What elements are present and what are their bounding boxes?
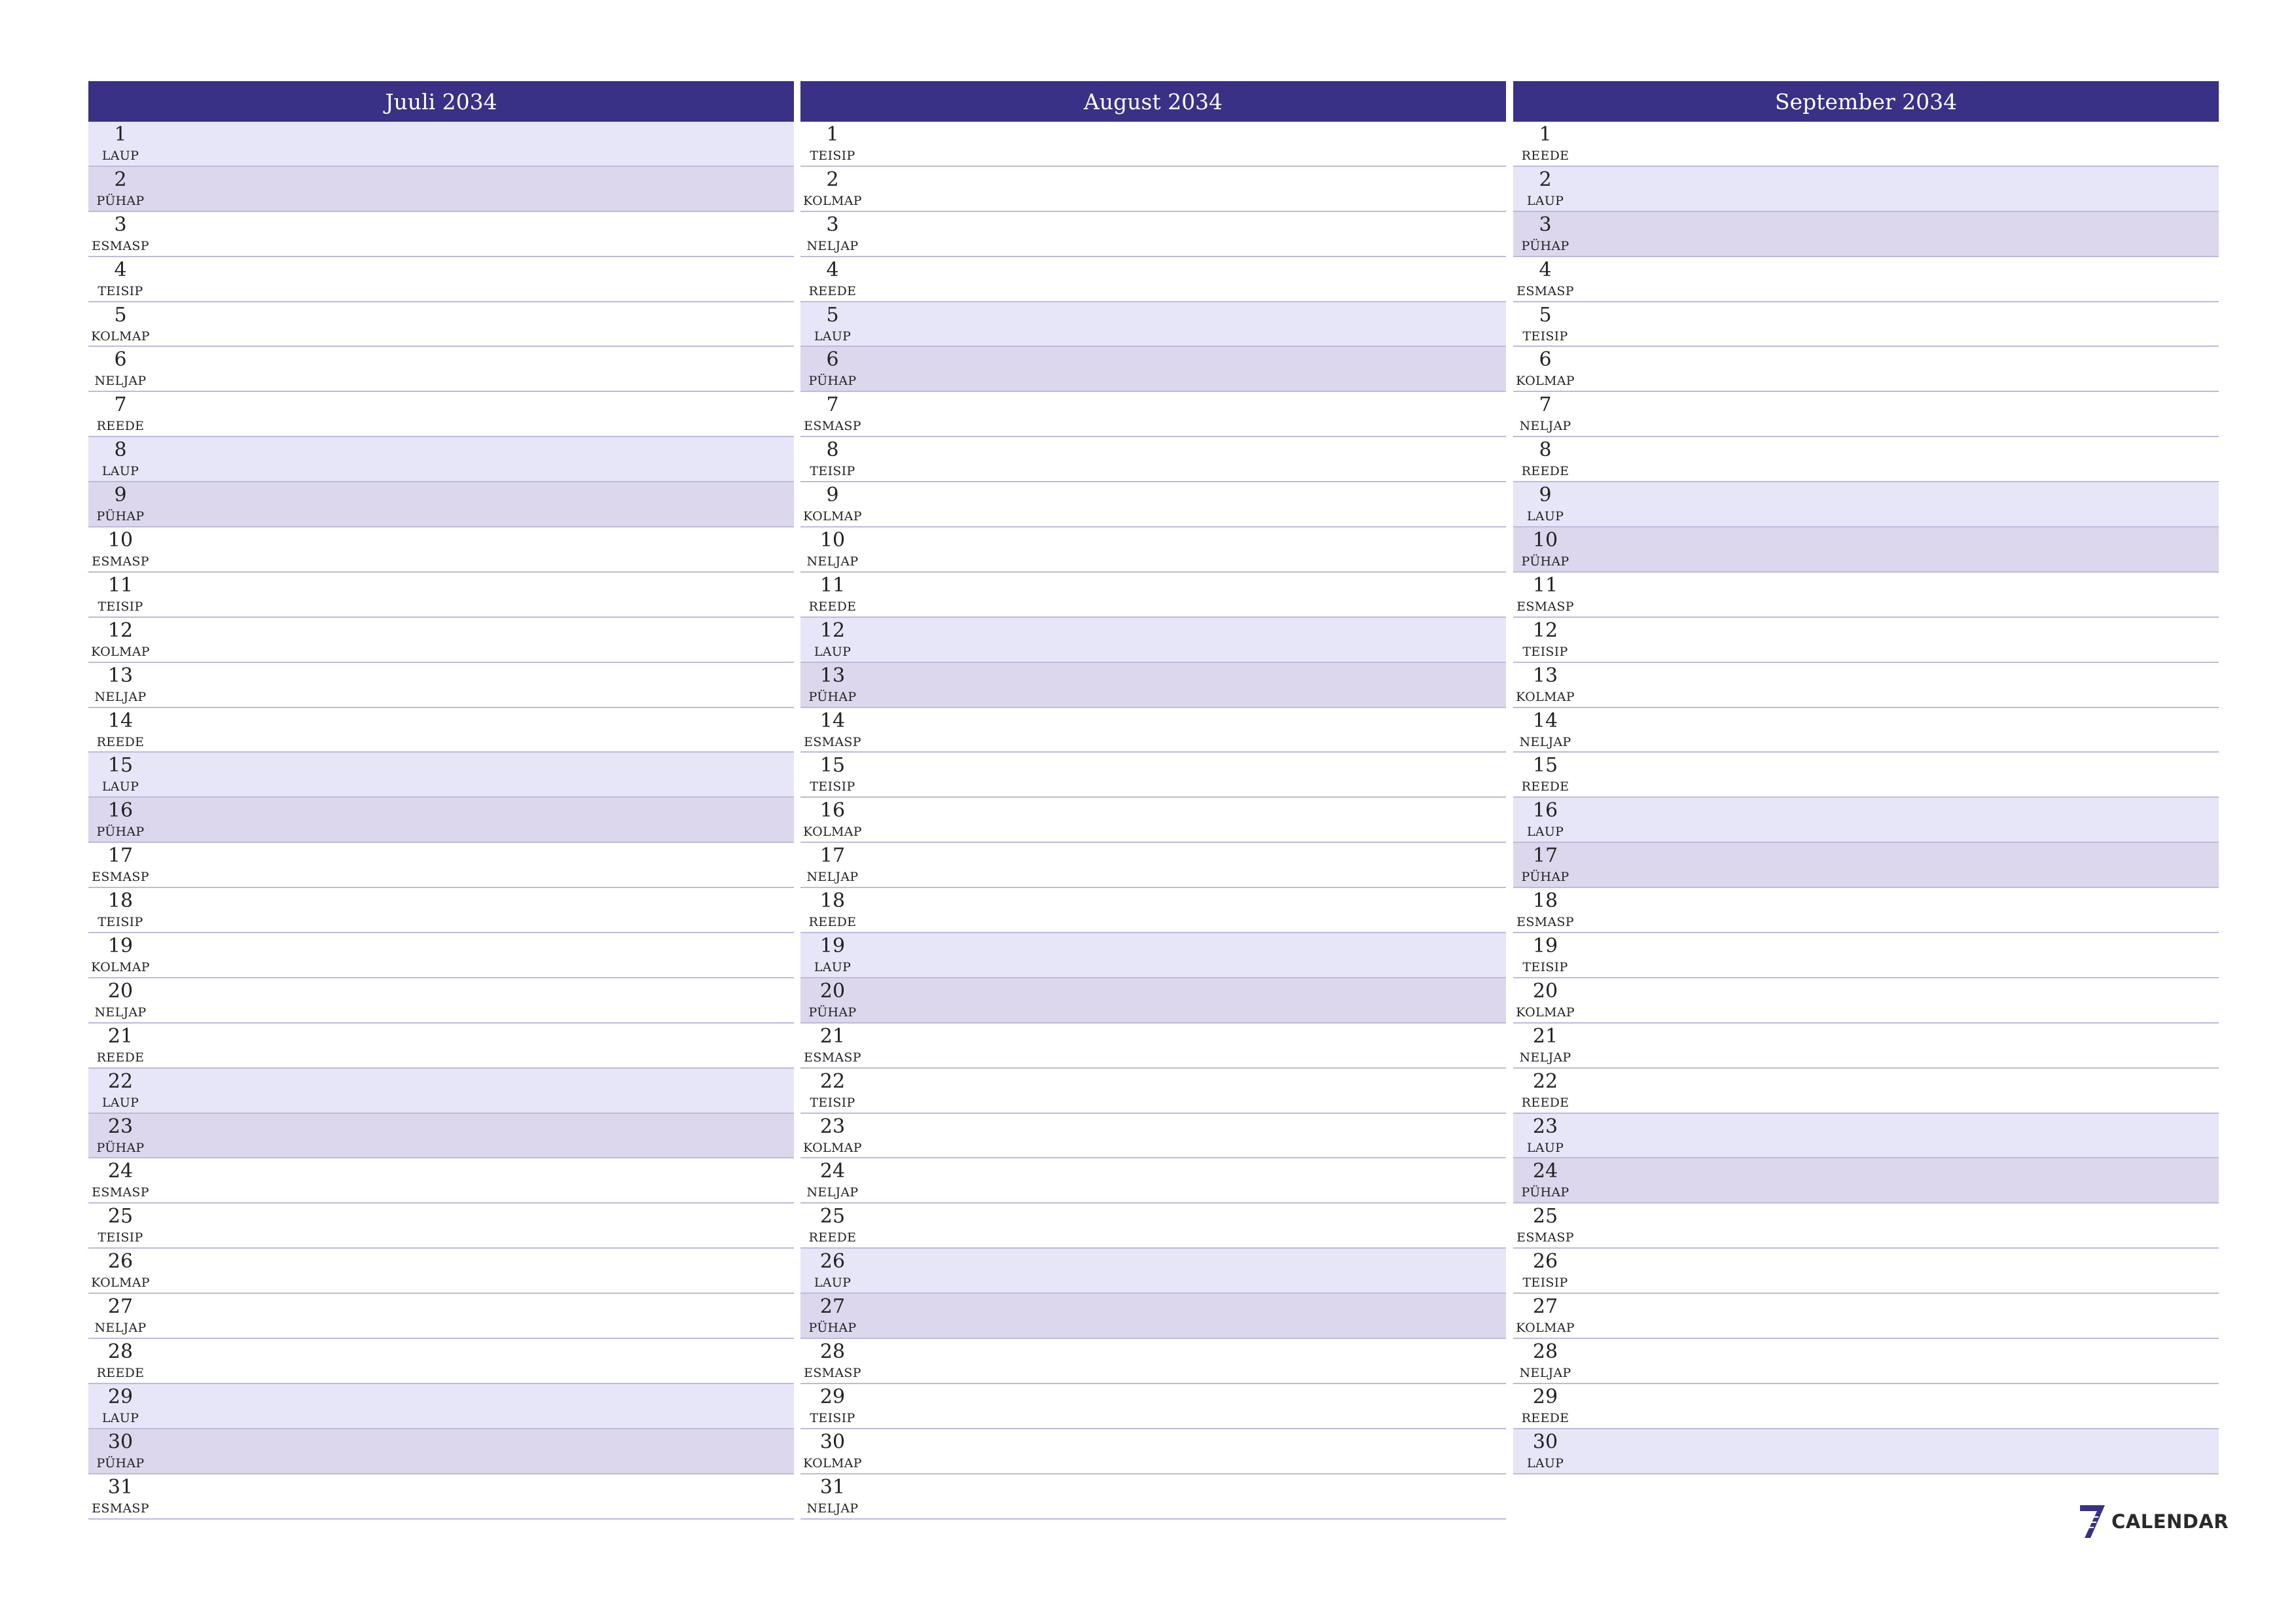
day-number: 8 bbox=[1539, 438, 1552, 462]
day-row bbox=[800, 257, 1506, 302]
day-number: 6 bbox=[114, 348, 127, 372]
day-row bbox=[1513, 1384, 2219, 1429]
day-row bbox=[1513, 167, 2219, 212]
weekday-label: PÜHAP bbox=[96, 193, 145, 208]
weekday-label: TEISIP bbox=[810, 1410, 855, 1425]
day-row bbox=[800, 663, 1506, 708]
day-row bbox=[1513, 257, 2219, 302]
day-number: 12 bbox=[1532, 618, 1558, 642]
day-number: 27 bbox=[107, 1295, 134, 1319]
day-number: 8 bbox=[114, 438, 127, 462]
day-number: 10 bbox=[107, 529, 134, 552]
weekday-label: TEISIP bbox=[810, 149, 855, 163]
weekday-label: TEISIP bbox=[98, 915, 143, 930]
weekday-label: KOLMAP bbox=[1516, 374, 1575, 389]
day-row bbox=[1513, 708, 2219, 753]
day-number: 12 bbox=[819, 618, 846, 642]
weekday-label: NELJAP bbox=[806, 1501, 859, 1516]
day-row bbox=[800, 1294, 1506, 1339]
day-number: 25 bbox=[819, 1205, 846, 1228]
day-number: 21 bbox=[1532, 1024, 1558, 1048]
weekday-label: TEISIP bbox=[98, 599, 143, 614]
day-number: 22 bbox=[1532, 1069, 1558, 1093]
day-row bbox=[1513, 978, 2219, 1024]
day-number: 31 bbox=[819, 1475, 846, 1499]
weekday-label: KOLMAP bbox=[803, 509, 862, 524]
day-row bbox=[1513, 122, 2219, 167]
day-row bbox=[800, 888, 1506, 933]
day-number: 30 bbox=[819, 1430, 846, 1454]
brand-logo-text: CALENDAR bbox=[2111, 1510, 2229, 1533]
month-title: Juuli 2034 bbox=[88, 81, 794, 122]
day-number: 11 bbox=[1532, 573, 1558, 597]
day-row bbox=[800, 1339, 1506, 1384]
day-number: 24 bbox=[107, 1160, 134, 1183]
day-row bbox=[800, 1384, 1506, 1429]
day-row bbox=[88, 1114, 794, 1159]
weekday-label: LAUP bbox=[814, 329, 852, 344]
day-number: 17 bbox=[107, 844, 134, 868]
day-number: 1 bbox=[1539, 123, 1552, 146]
day-row bbox=[800, 392, 1506, 437]
day-number: 21 bbox=[107, 1024, 134, 1048]
month-title: August 2034 bbox=[800, 81, 1506, 122]
month-column bbox=[800, 81, 1506, 1520]
day-row bbox=[88, 1294, 794, 1339]
weekday-label: KOLMAP bbox=[91, 329, 150, 344]
day-row bbox=[88, 1069, 794, 1114]
weekday-label: TEISIP bbox=[1522, 329, 1568, 344]
weekday-label: REEDE bbox=[1521, 149, 1570, 163]
weekday-label: NELJAP bbox=[1519, 1366, 1571, 1381]
weekday-label: NELJAP bbox=[806, 870, 859, 885]
day-row bbox=[88, 482, 794, 527]
weekday-label: NELJAP bbox=[1519, 734, 1571, 749]
day-row bbox=[88, 753, 794, 798]
day-number: 25 bbox=[107, 1205, 134, 1228]
weekday-label: ESMASP bbox=[92, 1185, 149, 1200]
day-number: 13 bbox=[107, 664, 134, 687]
day-row bbox=[88, 1474, 794, 1520]
day-number: 19 bbox=[819, 935, 846, 958]
day-row bbox=[1513, 212, 2219, 257]
day-row bbox=[1513, 1429, 2219, 1474]
day-row bbox=[800, 167, 1506, 212]
day-row bbox=[88, 347, 794, 392]
day-row bbox=[800, 1158, 1506, 1204]
day-row bbox=[1513, 798, 2219, 843]
day-row bbox=[1513, 482, 2219, 527]
weekday-label: PÜHAP bbox=[1521, 554, 1570, 569]
day-row bbox=[1513, 392, 2219, 437]
day-row bbox=[88, 1249, 794, 1294]
weekday-label: PÜHAP bbox=[1521, 238, 1570, 253]
day-number: 7 bbox=[114, 393, 127, 417]
day-row bbox=[88, 618, 794, 663]
day-row bbox=[88, 167, 794, 212]
day-number: 15 bbox=[819, 754, 846, 777]
day-row bbox=[88, 663, 794, 708]
weekday-label: KOLMAP bbox=[803, 825, 862, 840]
day-row bbox=[800, 1249, 1506, 1294]
day-row bbox=[88, 392, 794, 437]
day-row bbox=[88, 798, 794, 843]
day-number: 30 bbox=[107, 1430, 134, 1454]
weekday-label: TEISIP bbox=[810, 779, 855, 794]
weekday-label: ESMASP bbox=[92, 554, 149, 569]
day-number: 24 bbox=[819, 1160, 846, 1183]
day-row bbox=[88, 978, 794, 1024]
day-number: 10 bbox=[1532, 529, 1558, 552]
weekday-label: KOLMAP bbox=[803, 193, 862, 208]
day-number: 3 bbox=[826, 213, 839, 236]
weekday-label: REEDE bbox=[1521, 464, 1570, 479]
day-row bbox=[800, 1204, 1506, 1249]
day-number: 29 bbox=[819, 1385, 846, 1408]
day-row bbox=[800, 1024, 1506, 1069]
weekday-label: ESMASP bbox=[804, 1050, 861, 1065]
day-number: 27 bbox=[1532, 1295, 1558, 1319]
day-row bbox=[88, 933, 794, 978]
day-number: 21 bbox=[819, 1024, 846, 1048]
day-row bbox=[1513, 573, 2219, 618]
day-row bbox=[88, 708, 794, 753]
day-row bbox=[800, 843, 1506, 888]
day-number: 18 bbox=[819, 889, 846, 913]
weekday-label: ESMASP bbox=[92, 238, 149, 253]
weekday-label: LAUP bbox=[814, 960, 852, 975]
weekday-label: PÜHAP bbox=[808, 374, 857, 389]
weekday-label: ESMASP bbox=[804, 734, 861, 749]
day-number: 17 bbox=[819, 844, 846, 868]
weekday-label: NELJAP bbox=[94, 374, 147, 389]
weekday-label: REEDE bbox=[1521, 779, 1570, 794]
weekday-label: TEISIP bbox=[1522, 960, 1568, 975]
day-number: 24 bbox=[1532, 1160, 1558, 1183]
day-number: 1 bbox=[826, 123, 839, 146]
day-number: 20 bbox=[1532, 979, 1558, 1003]
day-number: 19 bbox=[1532, 935, 1558, 958]
weekday-label: REEDE bbox=[1521, 1410, 1570, 1425]
weekday-label: LAUP bbox=[101, 1410, 139, 1425]
day-number: 20 bbox=[107, 979, 134, 1003]
day-row bbox=[1513, 437, 2219, 482]
weekday-label: REEDE bbox=[808, 1230, 857, 1245]
day-row bbox=[88, 888, 794, 933]
weekday-label: TEISIP bbox=[1522, 1275, 1568, 1291]
day-row bbox=[1513, 302, 2219, 348]
day-number: 5 bbox=[1539, 303, 1552, 327]
weekday-label: KOLMAP bbox=[1516, 689, 1575, 704]
day-number: 26 bbox=[819, 1250, 846, 1274]
day-row bbox=[88, 1339, 794, 1384]
day-row bbox=[800, 1474, 1506, 1520]
weekday-label: LAUP bbox=[1526, 1140, 1564, 1155]
day-row bbox=[800, 527, 1506, 573]
day-row bbox=[800, 933, 1506, 978]
weekday-label: NELJAP bbox=[1519, 419, 1571, 434]
day-number: 4 bbox=[1539, 258, 1552, 281]
weekday-label: PÜHAP bbox=[808, 1005, 857, 1020]
weekday-label: NELJAP bbox=[806, 554, 859, 569]
weekday-label: ESMASP bbox=[804, 1366, 861, 1381]
weekday-label: REEDE bbox=[96, 1050, 145, 1065]
day-number: 23 bbox=[819, 1115, 846, 1138]
day-row bbox=[88, 527, 794, 573]
weekday-label: PÜHAP bbox=[96, 825, 145, 840]
day-number: 15 bbox=[107, 754, 134, 777]
weekday-label: NELJAP bbox=[806, 1185, 859, 1200]
day-number: 8 bbox=[826, 438, 839, 462]
day-row bbox=[1513, 527, 2219, 573]
day-row bbox=[800, 573, 1506, 618]
day-number: 3 bbox=[1539, 213, 1552, 236]
day-number: 2 bbox=[1539, 168, 1552, 191]
weekday-label: TEISIP bbox=[1522, 644, 1568, 659]
day-number: 2 bbox=[826, 168, 839, 191]
day-row bbox=[1513, 753, 2219, 798]
weekday-label: ESMASP bbox=[92, 870, 149, 885]
day-number: 9 bbox=[114, 484, 127, 507]
weekday-label: LAUP bbox=[101, 1095, 139, 1110]
day-number: 15 bbox=[1532, 754, 1558, 777]
day-number: 13 bbox=[819, 664, 846, 687]
day-number: 4 bbox=[826, 258, 839, 281]
weekday-label: PÜHAP bbox=[96, 1140, 145, 1155]
day-number: 14 bbox=[819, 709, 846, 732]
day-number: 18 bbox=[107, 889, 134, 913]
weekday-label: PÜHAP bbox=[808, 689, 857, 704]
day-number: 1 bbox=[114, 123, 127, 146]
day-row bbox=[1513, 1204, 2219, 1249]
weekday-label: ESMASP bbox=[1516, 283, 1574, 298]
day-number: 5 bbox=[114, 303, 127, 327]
weekday-label: NELJAP bbox=[1519, 1050, 1571, 1065]
weekday-label: KOLMAP bbox=[91, 960, 150, 975]
day-number: 4 bbox=[114, 258, 127, 281]
day-number: 14 bbox=[1532, 709, 1558, 732]
weekday-label: PÜHAP bbox=[808, 1321, 857, 1336]
day-number: 30 bbox=[1532, 1430, 1558, 1454]
day-number: 16 bbox=[1532, 799, 1558, 823]
day-row bbox=[1513, 843, 2219, 888]
day-number: 25 bbox=[1532, 1205, 1558, 1228]
day-row bbox=[800, 212, 1506, 257]
weekday-label: ESMASP bbox=[804, 419, 861, 434]
weekday-label: REEDE bbox=[808, 599, 857, 614]
month-column bbox=[88, 81, 794, 1520]
day-number: 26 bbox=[107, 1250, 134, 1274]
weekday-label: LAUP bbox=[1526, 193, 1564, 208]
day-number: 9 bbox=[826, 484, 839, 507]
day-number: 9 bbox=[1539, 484, 1552, 507]
day-row bbox=[800, 618, 1506, 663]
day-row bbox=[88, 302, 794, 348]
weekday-label: LAUP bbox=[101, 779, 139, 794]
weekday-label: REEDE bbox=[808, 915, 857, 930]
day-number: 13 bbox=[1532, 664, 1558, 687]
day-row bbox=[88, 437, 794, 482]
day-number: 3 bbox=[114, 213, 127, 236]
day-number: 7 bbox=[826, 393, 839, 417]
day-row bbox=[88, 1158, 794, 1204]
month-column bbox=[1513, 81, 2219, 1474]
weekday-label: LAUP bbox=[814, 644, 852, 659]
weekday-label: NELJAP bbox=[94, 1005, 147, 1020]
weekday-label: ESMASP bbox=[1516, 599, 1574, 614]
weekday-label: LAUP bbox=[814, 1275, 852, 1291]
weekday-label: KOLMAP bbox=[803, 1455, 862, 1471]
day-number: 16 bbox=[819, 799, 846, 823]
day-number: 19 bbox=[107, 935, 134, 958]
day-row bbox=[800, 708, 1506, 753]
day-row bbox=[1513, 1024, 2219, 1069]
day-number: 14 bbox=[107, 709, 134, 732]
day-row bbox=[1513, 933, 2219, 978]
weekday-label: KOLMAP bbox=[1516, 1321, 1575, 1336]
weekday-label: LAUP bbox=[101, 464, 139, 479]
weekday-label: ESMASP bbox=[1516, 1230, 1574, 1245]
weekday-label: PÜHAP bbox=[96, 509, 145, 524]
weekday-label: REEDE bbox=[96, 1366, 145, 1381]
day-row bbox=[1513, 888, 2219, 933]
day-number: 28 bbox=[107, 1340, 134, 1364]
weekday-label: KOLMAP bbox=[91, 644, 150, 659]
day-row bbox=[1513, 663, 2219, 708]
day-row bbox=[800, 302, 1506, 348]
weekday-label: REEDE bbox=[96, 419, 145, 434]
weekday-label: NELJAP bbox=[806, 238, 859, 253]
brand-logo bbox=[2079, 1504, 2229, 1539]
day-number: 20 bbox=[819, 979, 846, 1003]
day-number: 5 bbox=[826, 303, 839, 327]
weekday-label: REEDE bbox=[1521, 1095, 1570, 1110]
weekday-label: NELJAP bbox=[94, 1321, 147, 1336]
weekday-label: TEISIP bbox=[810, 1095, 855, 1110]
day-row bbox=[800, 978, 1506, 1024]
weekday-label: REEDE bbox=[96, 734, 145, 749]
day-row bbox=[800, 753, 1506, 798]
day-number: 6 bbox=[826, 348, 839, 372]
weekday-label: LAUP bbox=[1526, 825, 1564, 840]
day-row bbox=[88, 257, 794, 302]
day-number: 11 bbox=[819, 573, 846, 597]
seven-logo-icon bbox=[2079, 1504, 2106, 1539]
day-row bbox=[88, 573, 794, 618]
day-number: 7 bbox=[1539, 393, 1552, 417]
day-number: 16 bbox=[107, 799, 134, 823]
day-number: 18 bbox=[1532, 889, 1558, 913]
weekday-label: ESMASP bbox=[1516, 915, 1574, 930]
day-number: 27 bbox=[819, 1295, 846, 1319]
day-number: 6 bbox=[1539, 348, 1552, 372]
weekday-label: ESMASP bbox=[92, 1501, 149, 1516]
day-row bbox=[1513, 1294, 2219, 1339]
day-row bbox=[88, 1024, 794, 1069]
month-title: September 2034 bbox=[1513, 81, 2219, 122]
day-number: 22 bbox=[819, 1069, 846, 1093]
day-row bbox=[800, 482, 1506, 527]
weekday-label: TEISIP bbox=[810, 464, 855, 479]
day-number: 10 bbox=[819, 529, 846, 552]
weekday-label: TEISIP bbox=[98, 1230, 143, 1245]
day-row bbox=[88, 843, 794, 888]
day-number: 22 bbox=[107, 1069, 134, 1093]
day-row bbox=[88, 1204, 794, 1249]
day-row bbox=[1513, 618, 2219, 663]
day-row bbox=[800, 347, 1506, 392]
day-number: 29 bbox=[107, 1385, 134, 1408]
weekday-label: KOLMAP bbox=[91, 1275, 150, 1291]
day-row bbox=[88, 122, 794, 167]
day-number: 31 bbox=[107, 1475, 134, 1499]
weekday-label: PÜHAP bbox=[1521, 1185, 1570, 1200]
day-number: 28 bbox=[819, 1340, 846, 1364]
day-row bbox=[800, 122, 1506, 167]
weekday-label: LAUP bbox=[1526, 1455, 1564, 1471]
day-row bbox=[800, 437, 1506, 482]
weekday-label: KOLMAP bbox=[1516, 1005, 1575, 1020]
day-row bbox=[1513, 1339, 2219, 1384]
day-row bbox=[800, 1429, 1506, 1474]
weekday-label: PÜHAP bbox=[96, 1455, 145, 1471]
day-row bbox=[88, 212, 794, 257]
day-number: 26 bbox=[1532, 1250, 1558, 1274]
day-row bbox=[88, 1429, 794, 1474]
day-row bbox=[1513, 1158, 2219, 1204]
day-number: 12 bbox=[107, 618, 134, 642]
day-number: 23 bbox=[107, 1115, 134, 1138]
weekday-label: LAUP bbox=[101, 149, 139, 163]
day-row bbox=[800, 1069, 1506, 1114]
day-row bbox=[800, 1114, 1506, 1159]
day-number: 23 bbox=[1532, 1115, 1558, 1138]
day-number: 11 bbox=[107, 573, 134, 597]
day-number: 17 bbox=[1532, 844, 1558, 868]
weekday-label: LAUP bbox=[1526, 509, 1564, 524]
day-row bbox=[1513, 347, 2219, 392]
day-number: 2 bbox=[114, 168, 127, 191]
day-row bbox=[800, 798, 1506, 843]
weekday-label: NELJAP bbox=[94, 689, 147, 704]
weekday-label: REEDE bbox=[808, 283, 857, 298]
day-number: 28 bbox=[1532, 1340, 1558, 1364]
day-number: 29 bbox=[1532, 1385, 1558, 1408]
day-row bbox=[1513, 1114, 2219, 1159]
day-row bbox=[1513, 1069, 2219, 1114]
weekday-label: KOLMAP bbox=[803, 1140, 862, 1155]
day-row bbox=[88, 1384, 794, 1429]
weekday-label: TEISIP bbox=[98, 283, 143, 298]
day-row bbox=[1513, 1249, 2219, 1294]
weekday-label: PÜHAP bbox=[1521, 870, 1570, 885]
